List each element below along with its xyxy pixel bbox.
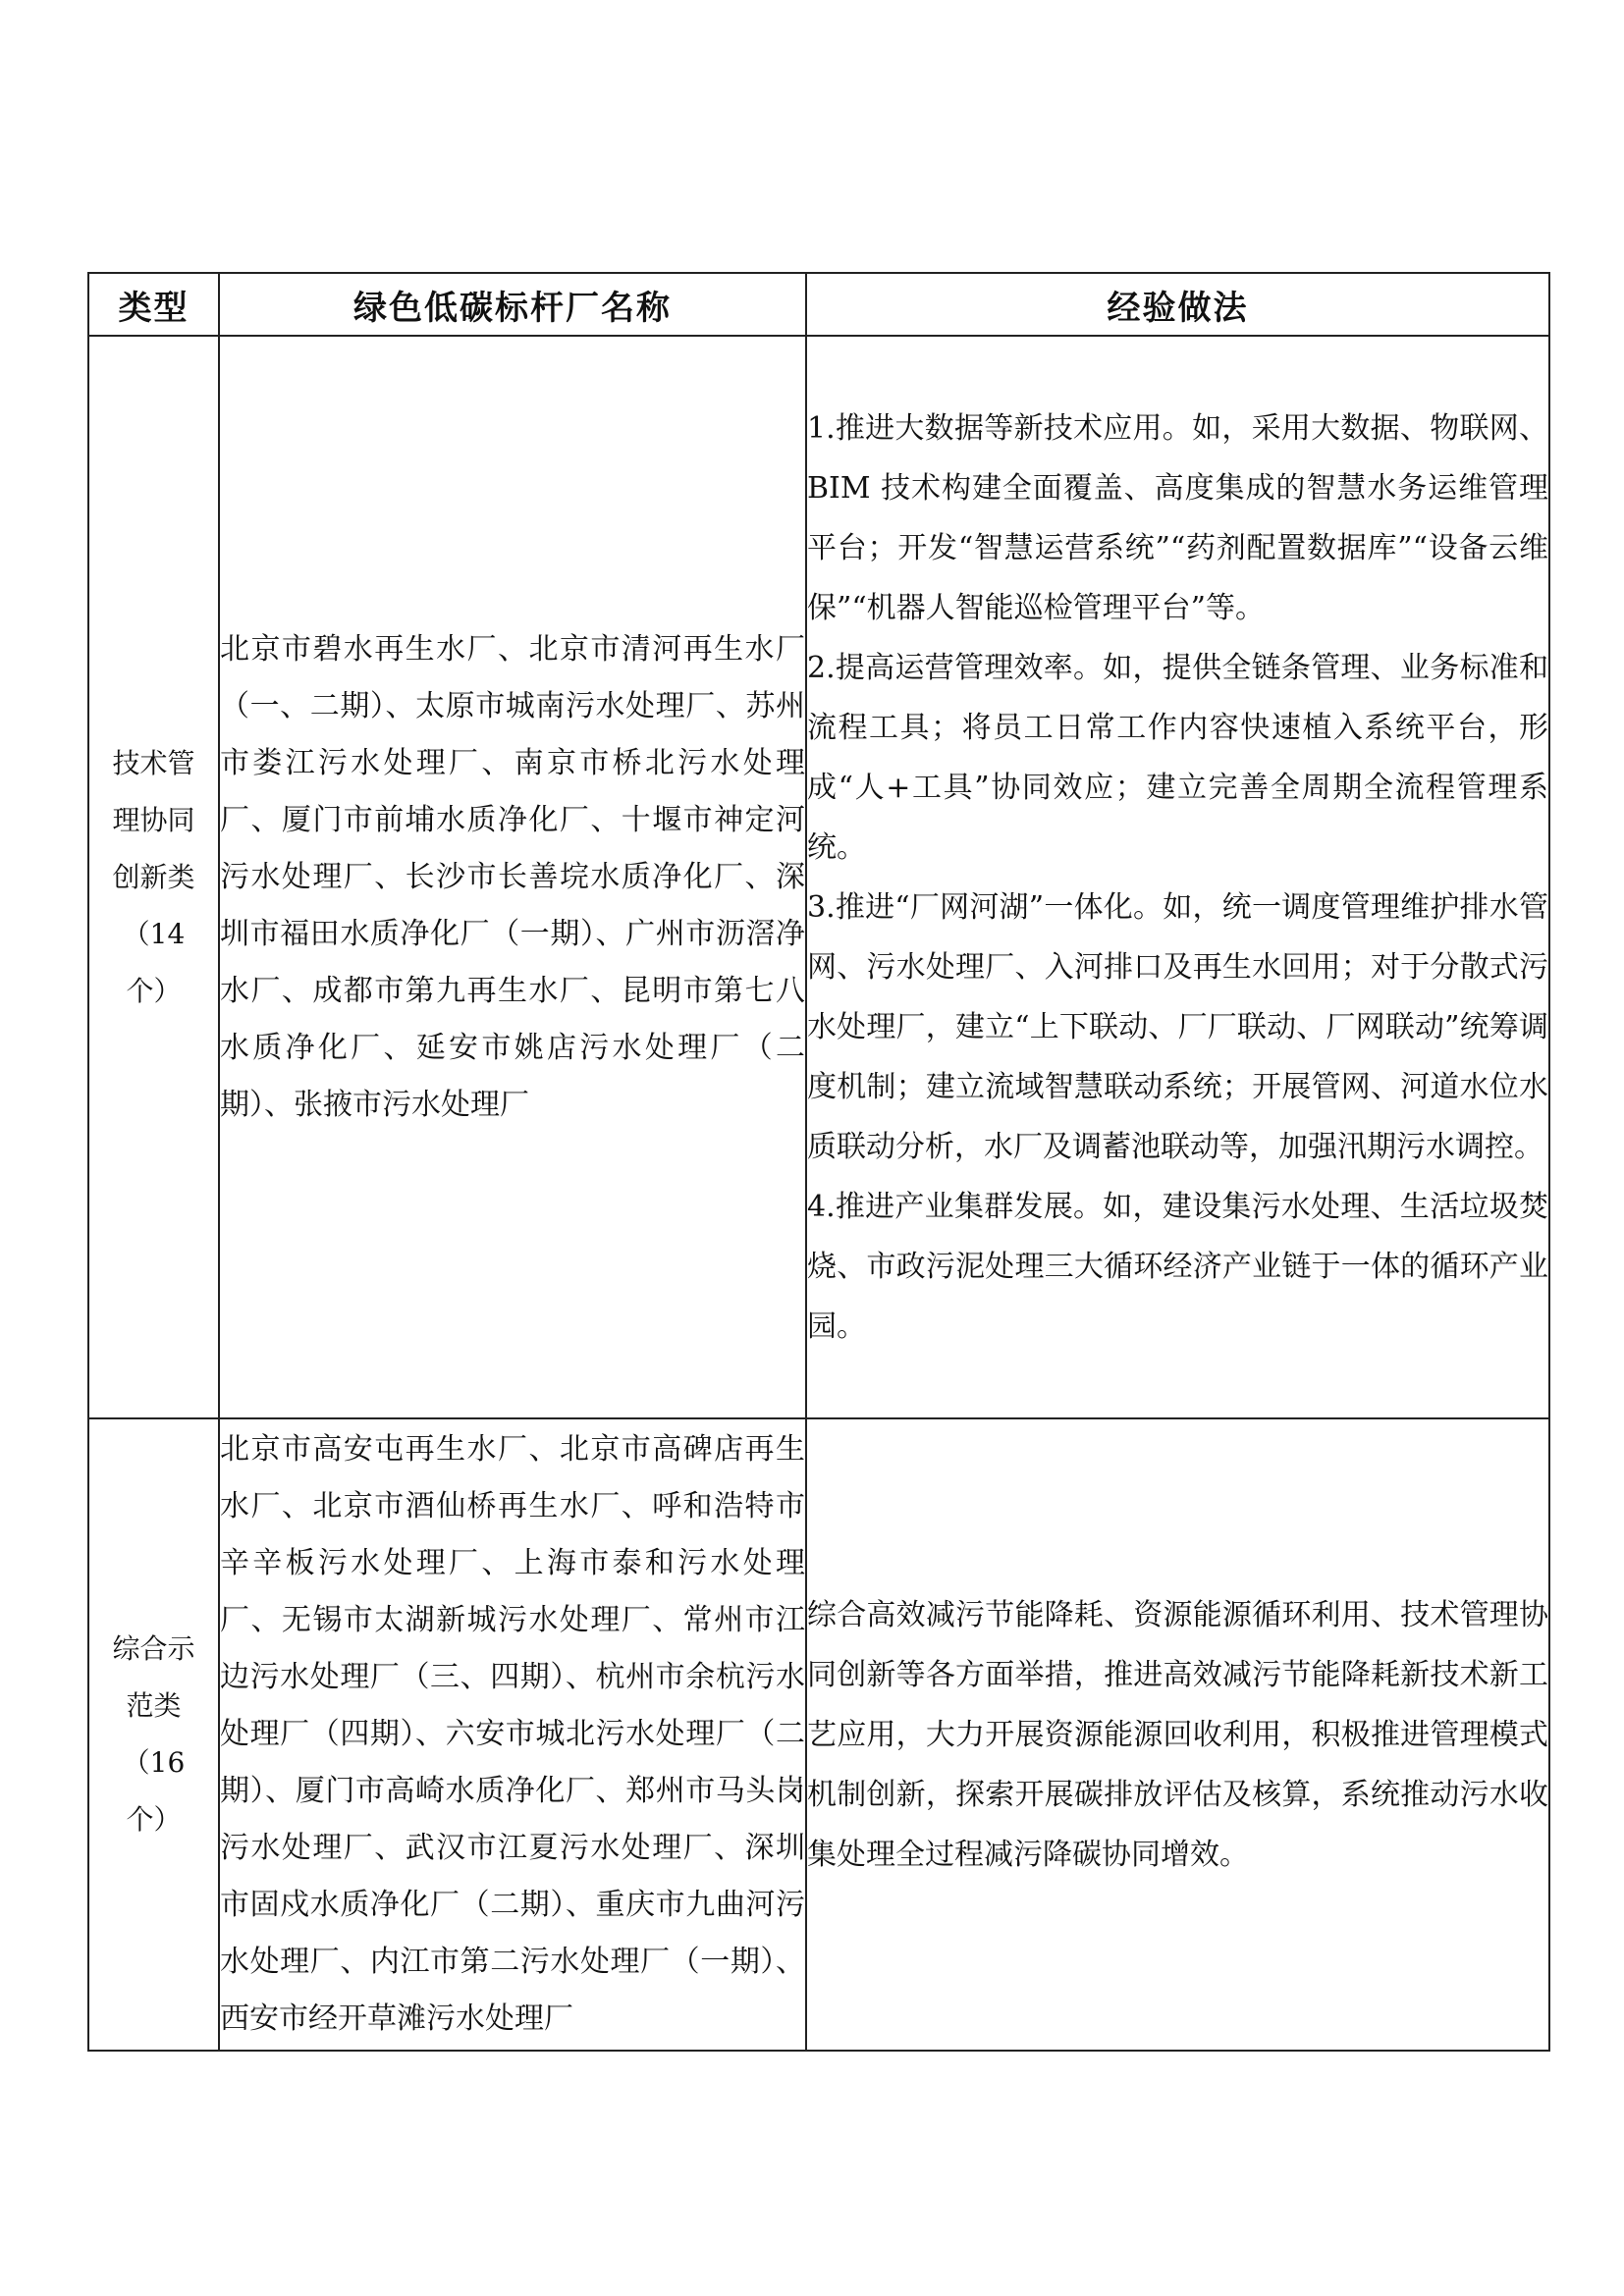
type-line: （16 xyxy=(122,1746,186,1779)
table-row xyxy=(88,336,1549,1418)
benchmark-plants-table xyxy=(87,272,1550,2052)
experience-item: 4.推进产业集群发展。如，建设集污水处理、生活垃圾焚烧、市政污泥处理三大循环经济产业链于一体的循环产业园。 xyxy=(807,1189,1548,1344)
type-cell xyxy=(88,336,219,1418)
type-line: 个） xyxy=(126,974,182,1007)
experience-item: 综合高效减污节能降耗、资源能源循环利用、技术管理协同创新等各方面举措，推进高效减污节能降耗新技术新工艺应用，大力开展资源能源回收利用，积极推进管理模式机制创新，探索开展碳排放评估及核算，系统推动污水收集处理全过程减污降碳协同增效。 xyxy=(807,1597,1548,1872)
type-line: 个） xyxy=(126,1803,182,1836)
type-line: 理协同 xyxy=(112,803,195,836)
experience-item: 3.推进“厂网河湖”一体化。如，统一调度管理维护排水管网、污水处理厂、入河排口及再生水回用；对于分散式污水处理厂，建立“上下联动、厂厂联动、厂网联动”统筹调度机制；建立流域智慧联动系统；开展管网、河道水位水质联动分析，水厂及调蓄池联动等，加强汛期污水调控。 xyxy=(807,889,1548,1164)
experience-cell xyxy=(806,336,1549,1418)
header-type: 类型 xyxy=(88,273,219,336)
plant-names-cell: 北京市高安屯再生水厂、北京市高碑店再生水厂、北京市酒仙桥再生水厂、呼和浩特市辛辛板污水处理厂、上海市泰和污水处理厂、无锡市太湖新城污水处理厂、常州市江边污水处理厂（三、四期）、杭州市余杭污水处理厂（四期）、六安市城北污水处理厂（二期）、厦门市高崎水质净化厂、郑州市马头岗污水处理厂、武汉市江夏污水处理厂、深圳市固戍水质净化厂（二期）、重庆市九曲河污水处理厂、内江市第二污水处理厂（一期）、西安市经开草滩污水处理厂 xyxy=(219,1418,806,2051)
experience-item: 1.推进大数据等新技术应用。如，采用大数据、物联网、BIM 技术构建全面覆盖、高度集成的智慧水务运维管理平台；开发“智慧运营系统”“药剂配置数据库”“设备云维保”“机器人智能巡检管理平台”等。 xyxy=(807,410,1548,625)
header-experience: 经验做法 xyxy=(806,273,1549,336)
type-line: 技术管 xyxy=(112,746,195,779)
experience-cell xyxy=(806,1418,1549,2051)
type-line: 范类 xyxy=(126,1689,182,1722)
table-header-row xyxy=(88,273,1549,336)
type-line: 综合示 xyxy=(112,1632,195,1665)
type-cell xyxy=(88,1418,219,2051)
plant-names-cell: 北京市碧水再生水厂、北京市清河再生水厂（一、二期）、太原市城南污水处理厂、苏州市娄江污水处理厂、南京市桥北污水处理厂、厦门市前埔水质净化厂、十堰市神定河污水处理厂、长沙市长善垸水质净化厂、深圳市福田水质净化厂（一期）、广州市沥滘净水厂、成都市第九再生水厂、昆明市第七八水质净化厂、延安市姚店污水处理厂（二期）、张掖市污水处理厂 xyxy=(219,336,806,1418)
header-plant-names: 绿色低碳标杆厂名称 xyxy=(219,273,806,336)
experience-item: 2.提高运营管理效率。如，提供全链条管理、业务标准和流程工具；将员工日常工作内容快速植入系统平台，形成“人+工具”协同效应；建立完善全周期全流程管理系统。 xyxy=(807,650,1548,865)
type-line: （14 xyxy=(122,917,186,950)
table-row xyxy=(88,1418,1549,2051)
type-line: 创新类 xyxy=(112,860,195,893)
